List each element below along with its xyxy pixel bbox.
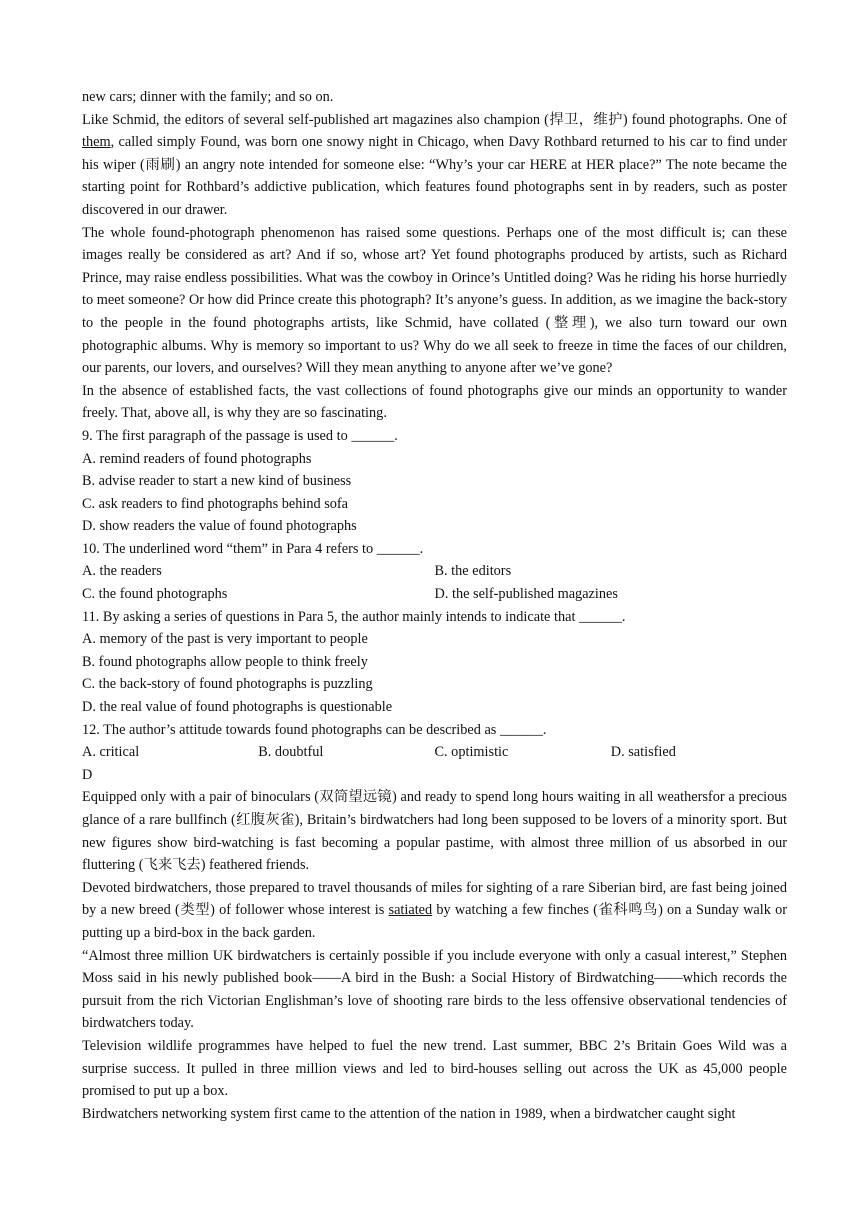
option: B. advise reader to start a new kind of business xyxy=(82,473,352,490)
option: A. the readers xyxy=(82,563,162,580)
option: C. the found photographs xyxy=(82,586,228,603)
paragraph: new cars; dinner with the family; and so on. xyxy=(82,89,334,105)
paragraph: In the absence of established facts, the vast collections of found photographs give our minds an opportunity to wander freely. That, above all, is why they are so fascinating. xyxy=(82,382,787,422)
document-page xyxy=(82,86,787,1125)
paragraph: Birdwatchers networking system first came to the attention of the nation in 1989, when a birdwatcher caught sight xyxy=(82,1105,736,1122)
text-span: by watching a few finches (雀科鸣鸟) on a Sunday walk or putting up a bird-box in the back garden. xyxy=(82,902,787,941)
option: A. remind readers of found photographs xyxy=(82,450,312,467)
option: D. the self-published magazines xyxy=(434,586,618,603)
paragraph xyxy=(82,877,787,945)
question-stem: 10. The underlined word “them” in Para 4 refers to ______. xyxy=(82,540,424,557)
paragraph: The whole found-photograph phenomenon has raised some questions. Perhaps one of the most difficult is; can these images really be considered as art? And if so, whose art? Yet found photographs produced by artists, such as Richard Prince, may raise endless possibilities. What was the cowboy in Orince’s Untitled doing? Was he riding his horse hurriedly to meet someone? Or how did Prince create this photograph? It’s anyone’s guess. In addition, as we imagine the back-story to the people in the found photographs artists, like Schmid, have collated (整理), we also turn toward our own photographic albums. Why is memory so important to us? Why do we all seek to freeze in time the faces of our children, our parents, our lovers, and ourselves? Will they mean anything to anyone after we’ve gone? xyxy=(82,224,787,377)
option-row xyxy=(82,560,787,583)
question-stem: 12. The author’s attitude towards found photographs can be described as ______. xyxy=(82,721,547,738)
option: A. critical xyxy=(82,744,140,761)
paragraph: Television wildlife programmes have helped to fuel the new trend. Last summer, BBC 2’s Britain Goes Wild was a surprise success. It pulled in three million views and led to bird-houses selling out across the UK as 45,000 people promised to put up a box. xyxy=(82,1037,787,1100)
option: B. found photographs allow people to think freely xyxy=(82,653,368,670)
underlined-word: them xyxy=(82,134,111,151)
underlined-word: satiated xyxy=(388,902,433,919)
question-stem: 11. By asking a series of questions in Para 5, the author mainly intends to indicate that ______. xyxy=(82,608,626,625)
option-row xyxy=(82,741,787,764)
option: B. doubtful xyxy=(258,744,324,761)
option: C. ask readers to find photographs behind sofa xyxy=(82,495,349,512)
question-stem: 9. The first paragraph of the passage is used to ______. xyxy=(82,427,398,444)
option: A. memory of the past is very important to people xyxy=(82,631,368,648)
option: D. show readers the value of found photographs xyxy=(82,518,357,535)
text-span: , called simply Found, was born one snowy night in Chicago, when Davy Rothbard returned to his car to find under his wiper (雨刷) an angry note intended for someone else: “Why’s your car HERE at HER place?” The note became the starting point for Rothbard’s addictive publication, which features found photographs sent in by readers, such as poster discovered in our drawer. xyxy=(82,134,787,218)
paragraph: Equipped only with a pair of binoculars (双筒望远镜) and ready to spend long hours waiting in all weathersfor a precious glance of a rare bullfinch (红腹灰雀), Britain’s birdwatchers had long been supposed to be lovers of a minority sport. But new figures show bird-watching is fast becoming a popular pastime, with almost three million of us absorbed in our fluttering (飞来飞去) feathered friends. xyxy=(82,789,787,874)
option-row xyxy=(82,583,787,606)
option: D. satisfied xyxy=(610,744,676,761)
text-span: Devoted birdwatchers, those prepared to travel thousands of miles for sighting of a rare Siberian bird, are fast being joined by a new breed (类型) of follower whose interest is xyxy=(82,879,787,919)
paragraph xyxy=(82,109,787,222)
option: B. the editors xyxy=(434,563,512,580)
option: C. optimistic xyxy=(434,744,509,761)
text-span: Like Schmid, the editors of several self-published art magazines also champion (捍卫，维护) found photographs. One of xyxy=(82,111,787,128)
paragraph: “Almost three million UK birdwatchers is certainly possible if you include everyone with only a casual interest,” Stephen Moss said in his newly published book——A bird in the Bush: a Social History of Birdwatching——which records the pursuit from the rich Victorian Englishman’s love of shooting rare birds to the less offensive observational tendencies of birdwatchers today. xyxy=(82,947,787,1032)
option: C. the back-story of found photographs is puzzling xyxy=(82,676,373,693)
section-heading: D xyxy=(82,766,93,783)
option: D. the real value of found photographs is questionable xyxy=(82,699,393,716)
